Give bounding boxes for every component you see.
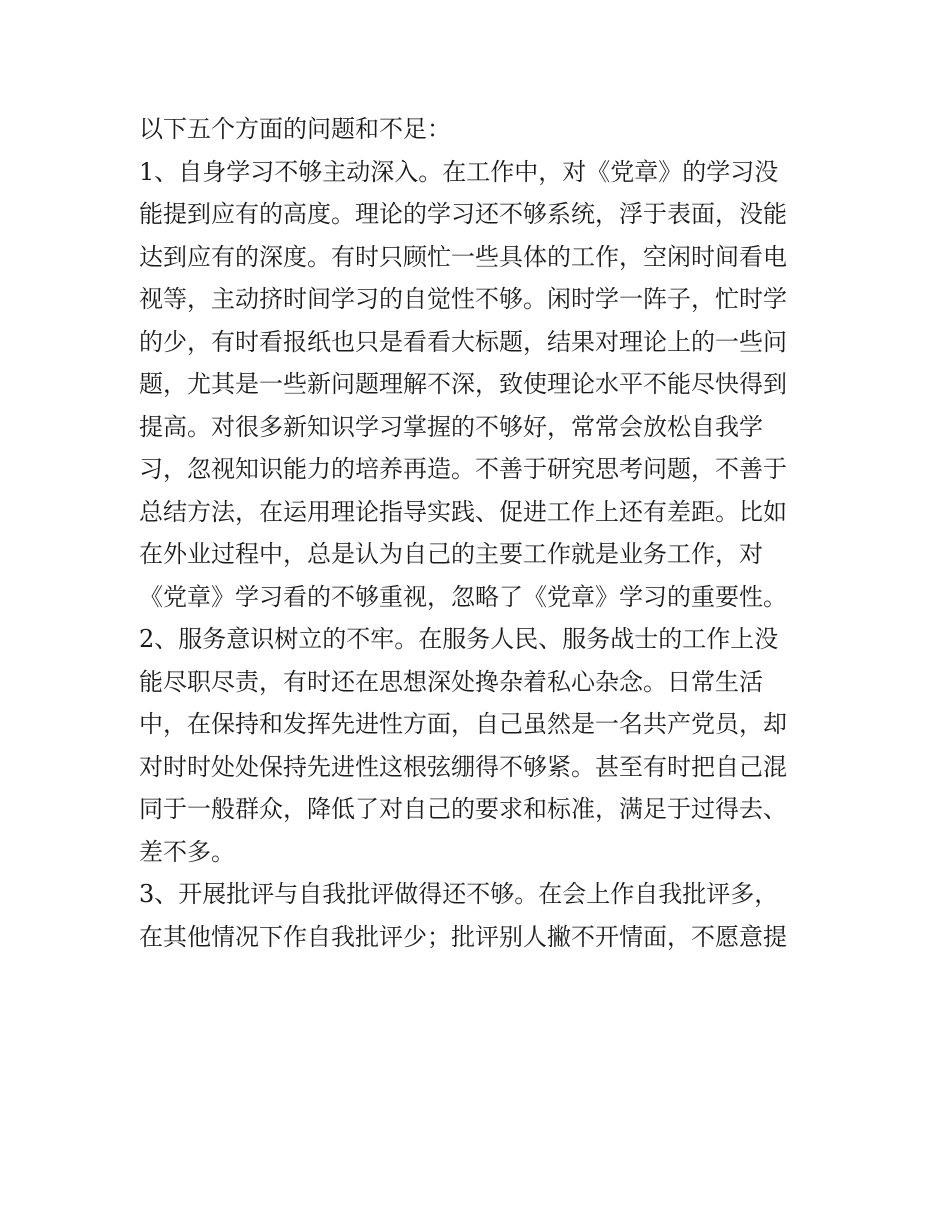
- text-line: 题，尤其是一些新问题理解不深，致使理论水平不能尽快得到: [139, 370, 787, 398]
- text-line: 以下五个方面的问题和不足：: [139, 115, 451, 143]
- text-line: 习，忽视知识能力的培养再造。不善于研究思考问题，不善于: [139, 455, 787, 483]
- text-line: 能尽职尽责，有时还在思想深处搀杂着私心杂念。日常生活: [139, 667, 763, 696]
- text-line: 同于一般群众，降低了对自己的要求和标准，满足于过得去、: [139, 795, 787, 823]
- text-line: 能提到应有的高度。理论的学习还不够系统，浮于表面，没能: [139, 200, 787, 228]
- text-line: 1、自身学习不够主动深入。在工作中，对《党章》的学习没: [139, 157, 779, 186]
- text-line: 对时时处处保持先进性这根弦绷得不够紧。甚至有时把自己混: [139, 752, 787, 781]
- text-line: 在外业过程中，总是认为自己的主要工作就是业务工作，对: [139, 540, 763, 568]
- text-line: 提高。对很多新知识学习掌握的不够好，常常会放松自我学: [139, 412, 763, 441]
- text-line: 的少，有时看报纸也只是看看大标题，结果对理论上的一些问: [139, 327, 787, 356]
- text-line: 3、开展批评与自我批评做得还不够。在会上作自我批评多，: [139, 880, 779, 908]
- text-line: 《党章》学习看的不够重视，忽略了《党章》学习的重要性。: [139, 582, 787, 611]
- text-line: 中，在保持和发挥先进性方面，自己虽然是一名共产党员，却: [139, 710, 787, 738]
- text-line: 在其他情况下作自我批评少；批评别人撇不开情面，不愿意提: [139, 922, 787, 951]
- text-line: 视等，主动挤时间学习的自觉性不够。闲时学一阵子，忙时学: [139, 285, 787, 313]
- text-line: 总结方法，在运用理论指导实践、促进工作上还有差距。比如: [139, 497, 787, 526]
- text-line: 2、服务意识树立的不牢。在服务人民、服务战士的工作上没: [139, 625, 779, 653]
- text-line: 达到应有的深度。有时只顾忙一些具体的工作，空闲时间看电: [139, 242, 787, 271]
- document-body: [139, 108, 839, 958]
- text-line: 差不多。: [139, 837, 235, 866]
